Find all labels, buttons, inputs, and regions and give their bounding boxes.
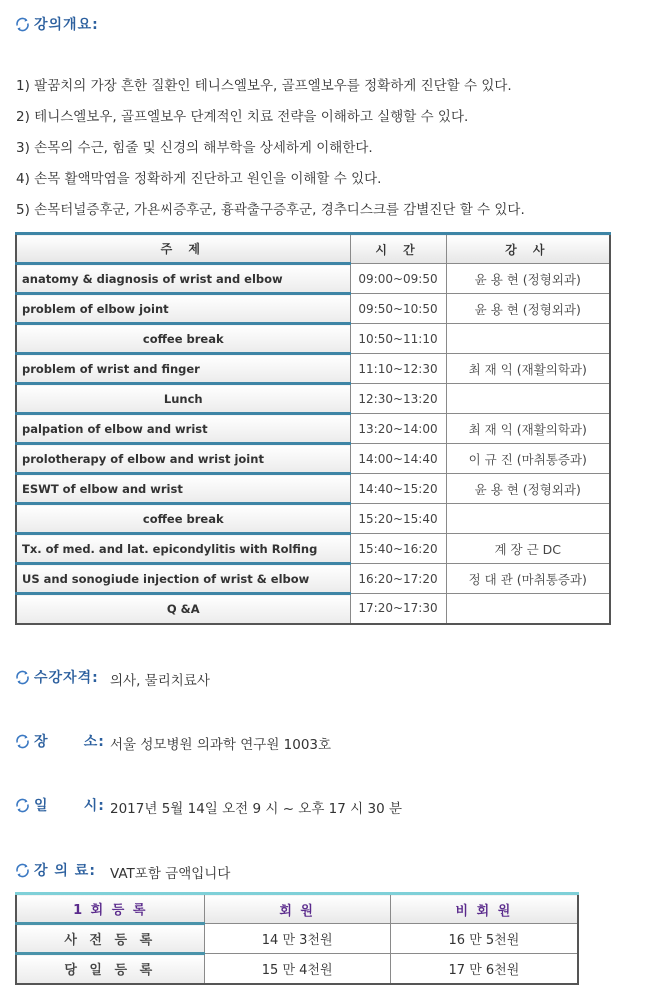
time-cell: 09:00~09:50 (350, 264, 446, 294)
lecturer-cell (446, 324, 610, 354)
section-title-eligibility (14, 667, 99, 687)
lecturer-cell: 윤 용 현 (정형외과) (446, 474, 610, 504)
header-time: 시 간 (350, 234, 446, 264)
objective-item: 2) 테니스엘보우, 골프엘보우 단계적인 치료 전략을 이해하고 실행할 수 있다. (16, 109, 469, 125)
table-row (16, 474, 610, 504)
eligibility-value: 의사, 물리치료사 (110, 673, 210, 689)
table-row (16, 564, 610, 594)
header-member: 회 원 (204, 894, 390, 924)
time-cell: 17:20~17:30 (350, 594, 446, 624)
lecturer-cell: 최 재 익 (재활의학과) (446, 414, 610, 444)
table-row (16, 534, 610, 564)
lecturer-cell: 계 장 근 DC (446, 534, 610, 564)
topic-cell: Lunch (16, 384, 350, 414)
lecturer-cell (446, 384, 610, 414)
refresh-icon (14, 862, 31, 879)
topic-cell: prolotherapy of elbow and wrist joint (16, 444, 350, 474)
table-row (16, 264, 610, 294)
refresh-icon (14, 669, 31, 686)
topic-cell: problem of wrist and finger (16, 354, 350, 384)
topic-cell: anatomy & diagnosis of wrist and elbow (16, 264, 350, 294)
topic-cell: coffee break (16, 324, 350, 354)
topic-cell: Tx. of med. and lat. epicondylitis with Rolfing (16, 534, 350, 564)
fee-value: VAT포함 금액입니다 (110, 866, 231, 882)
header-nonmember: 비 회 원 (390, 894, 578, 924)
topic-cell: palpation of elbow and wrist (16, 414, 350, 444)
header-topic: 주 제 (16, 234, 350, 264)
registration-type: 당 일 등 록 (16, 954, 204, 984)
topic-cell: coffee break (16, 504, 350, 534)
table-row (16, 384, 610, 414)
schedule-table (15, 232, 611, 625)
table-row (16, 504, 610, 534)
section-title-fee (14, 860, 96, 880)
section-label: 일 시: (34, 798, 105, 814)
topic-cell: problem of elbow joint (16, 294, 350, 324)
refresh-icon (14, 797, 31, 814)
table-row (16, 444, 610, 474)
time-cell: 11:10~12:30 (350, 354, 446, 384)
topic-cell: Q &A (16, 594, 350, 624)
lecturer-cell (446, 594, 610, 624)
time-cell: 10:50~11:10 (350, 324, 446, 354)
time-cell: 15:40~16:20 (350, 534, 446, 564)
pricing-header-row (16, 894, 578, 924)
section-title-location (14, 731, 105, 751)
time-cell: 14:40~15:20 (350, 474, 446, 504)
lecturer-cell: 윤 용 현 (정형외과) (446, 294, 610, 324)
pricing-table (15, 892, 579, 985)
datetime-value: 2017년 5월 14일 오전 9 시 ~ 오후 17 시 30 분 (110, 801, 402, 817)
lecturer-cell (446, 504, 610, 534)
section-label: 장 소: (34, 734, 105, 750)
nonmember-price: 17 만 6천원 (390, 954, 578, 984)
section-title-datetime (14, 795, 105, 815)
objectives-list (16, 74, 525, 229)
topic-cell: US and sonogiude injection of wrist & elbow (16, 564, 350, 594)
schedule-header-row (16, 234, 610, 264)
table-row (16, 324, 610, 354)
registration-type: 사 전 등 록 (16, 924, 204, 954)
section-title-overview (14, 14, 99, 34)
lecturer-cell: 정 대 관 (마취통증과) (446, 564, 610, 594)
topic-cell: ESWT of elbow and wrist (16, 474, 350, 504)
refresh-icon (14, 16, 31, 33)
section-label: 강 의 료: (34, 863, 96, 879)
time-cell: 13:20~14:00 (350, 414, 446, 444)
time-cell: 14:00~14:40 (350, 444, 446, 474)
time-cell: 16:20~17:20 (350, 564, 446, 594)
table-row (16, 294, 610, 324)
objective-item: 5) 손목터널증후군, 가욘씨증후군, 흉곽출구증후군, 경추디스크를 감별진단 할 수 있다. (16, 202, 525, 218)
location-value: 서울 성모병원 의과학 연구원 1003호 (110, 737, 332, 753)
table-row (16, 414, 610, 444)
header-lecturer: 강 사 (446, 234, 610, 264)
lecturer-cell: 이 규 진 (마취통증과) (446, 444, 610, 474)
objective-item: 3) 손목의 수근, 힘줄 및 신경의 해부학을 상세하게 이해한다. (16, 140, 373, 156)
section-label: 수강자격: (34, 670, 99, 686)
table-row (16, 954, 578, 984)
member-price: 14 만 3천원 (204, 924, 390, 954)
section-label: 강의개요: (34, 17, 99, 33)
objective-item: 1) 팔꿈치의 가장 흔한 질환인 테니스엘보우, 골프엘보우를 정확하게 진단할 수 있다. (16, 78, 512, 94)
lecturer-cell: 윤 용 현 (정형외과) (446, 264, 610, 294)
time-cell: 09:50~10:50 (350, 294, 446, 324)
time-cell: 15:20~15:40 (350, 504, 446, 534)
member-price: 15 만 4천원 (204, 954, 390, 984)
time-cell: 12:30~13:20 (350, 384, 446, 414)
table-row (16, 354, 610, 384)
refresh-icon (14, 733, 31, 750)
header-registration: 1 회 등 록 (16, 894, 204, 924)
table-row (16, 594, 610, 624)
objective-item: 4) 손목 활액막염을 정확하게 진단하고 원인을 이해할 수 있다. (16, 171, 382, 187)
nonmember-price: 16 만 5천원 (390, 924, 578, 954)
lecturer-cell: 최 재 익 (재활의학과) (446, 354, 610, 384)
table-row (16, 924, 578, 954)
